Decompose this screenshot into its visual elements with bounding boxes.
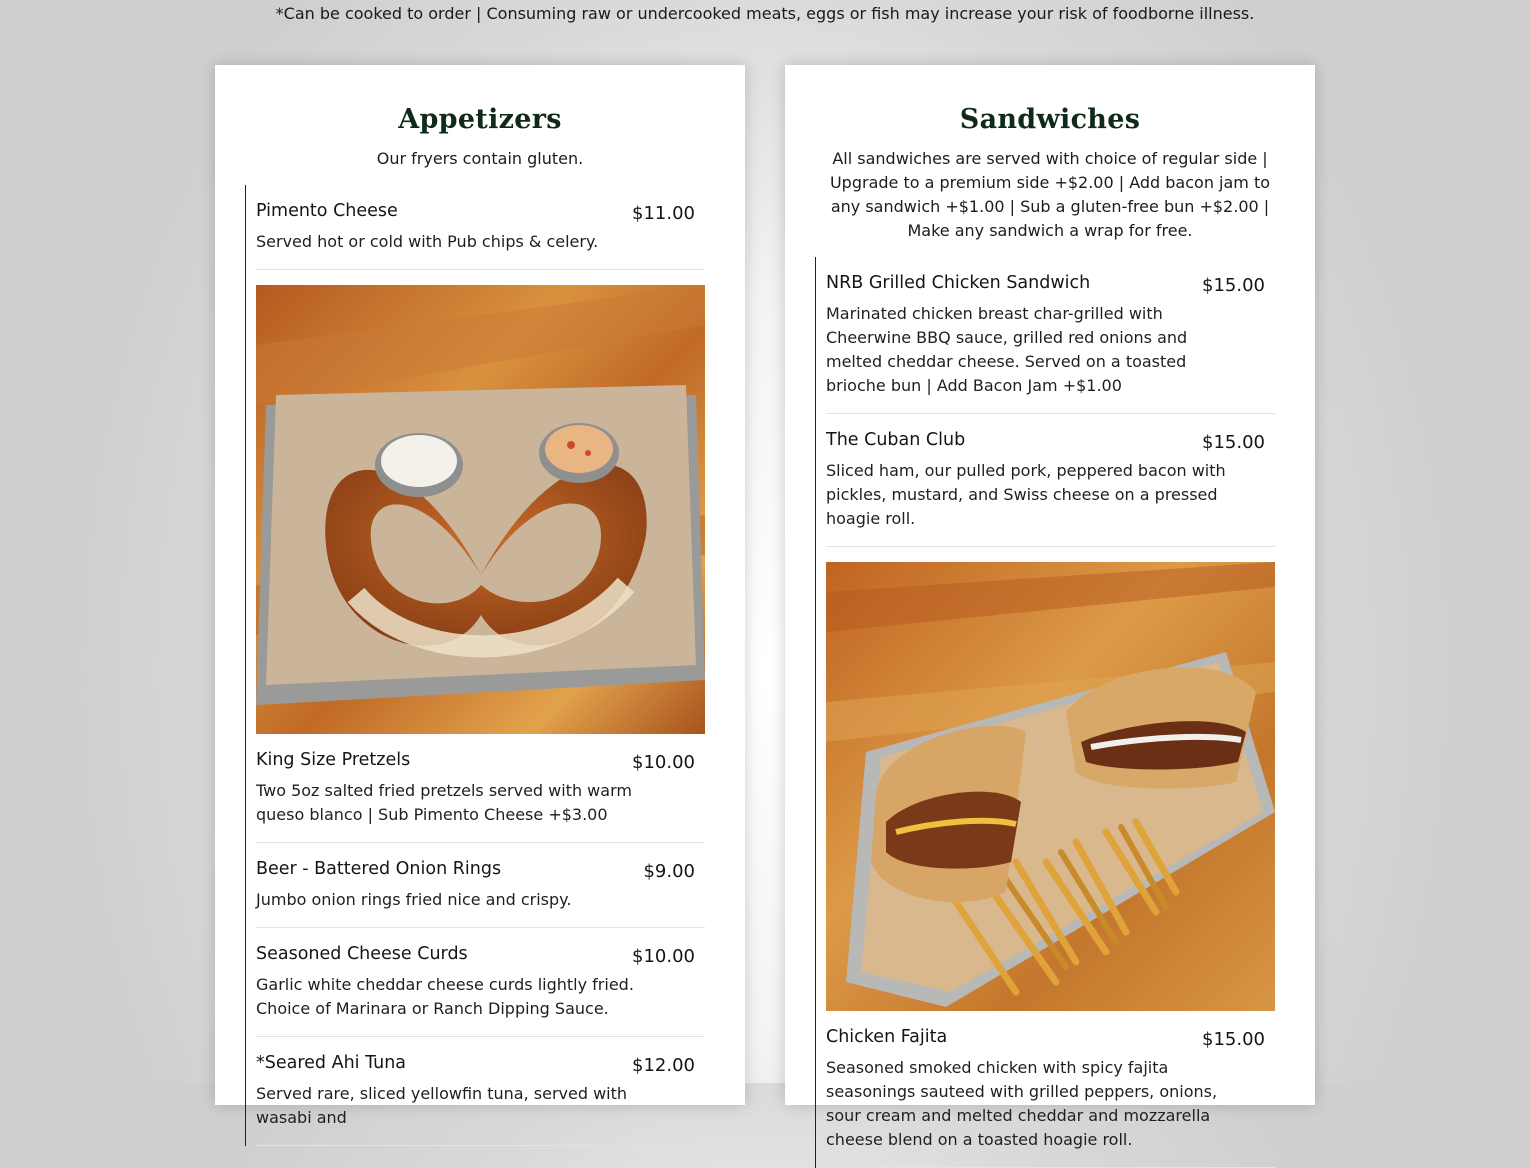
menu-item-cheese-curds xyxy=(256,928,705,1037)
item-price: $15.00 xyxy=(1202,1029,1265,1050)
item-price: $15.00 xyxy=(1202,275,1265,296)
menu-item-seared-ahi-tuna xyxy=(256,1037,705,1146)
item-price: $12.00 xyxy=(632,1055,695,1076)
sandwiches-note: All sandwiches are served with choice of regular side | Upgrade to a premium side +$2.00 | Add bacon jam to any sandwich +$1.00 | Sub a gluten-free bun +$2.00 | Make any sandwich a wrap for free. xyxy=(829,149,1271,240)
menu-item-onion-rings xyxy=(256,843,705,928)
item-description: Two 5oz salted fried pretzels served with warm queso blanco | Sub Pimento Cheese +$3.00 xyxy=(256,781,632,824)
menu-item-pimento-cheese xyxy=(256,185,705,270)
item-name: King Size Pretzels xyxy=(256,750,411,770)
item-price: $11.00 xyxy=(632,203,695,224)
item-description: Marinated chicken breast char-grilled with Cheerwine BBQ sauce, grilled red onions and melted cheddar cheese. Served on a toasted brioche bun | Add Bacon Jam +$1.00 xyxy=(826,304,1188,395)
item-name: Chicken Fajita xyxy=(826,1027,948,1047)
item-description: Garlic white cheddar cheese curds lightly fried. Choice of Marinara or Ranch Dipping Sauce. xyxy=(256,975,634,1018)
sandwiches-list xyxy=(815,257,1275,1168)
item-description: Served rare, sliced yellowfin tuna, served with wasabi and xyxy=(256,1084,628,1127)
item-description: Seasoned smoked chicken with spicy fajita seasonings sauteed with grilled peppers, onions, sour cream and melted cheddar and mozzarella cheese blend on a toasted hoagie roll. xyxy=(826,1058,1218,1149)
item-description: Served hot or cold with Pub chips & celery. xyxy=(256,232,599,251)
appetizers-title: Appetizers xyxy=(398,104,562,135)
foodborne-illness-notice: *Can be cooked to order | Consuming raw or undercooked meats, eggs or fish may increase your risk of foodborne illness. xyxy=(275,4,1255,23)
item-name: The Cuban Club xyxy=(826,430,966,450)
item-description: Sliced ham, our pulled pork, peppered bacon with pickles, mustard, and Swiss cheese on a pressed hoagie roll. xyxy=(826,461,1226,528)
item-name: Seasoned Cheese Curds xyxy=(256,944,468,964)
sandwich-photo xyxy=(826,562,1275,1011)
item-name: Beer - Battered Onion Rings xyxy=(256,859,502,879)
sandwiches-card xyxy=(785,65,1315,1149)
menu-item-nrb-grilled-chicken xyxy=(826,257,1275,414)
item-price: $10.00 xyxy=(632,752,695,773)
sandwiches-title: Sandwiches xyxy=(959,104,1141,135)
item-price: $10.00 xyxy=(632,946,695,967)
item-price: $15.00 xyxy=(1202,432,1265,453)
menu-item-king-size-pretzels xyxy=(256,734,705,843)
item-price: $9.00 xyxy=(643,861,695,882)
appetizers-note: Our fryers contain gluten. xyxy=(376,149,584,168)
appetizers-list xyxy=(245,185,705,1146)
item-name: *Seared Ahi Tuna xyxy=(256,1053,407,1073)
item-description: Jumbo onion rings fried nice and crispy. xyxy=(256,890,572,909)
appetizers-card xyxy=(215,65,745,1127)
pretzel-photo xyxy=(256,285,705,734)
item-name: Pimento Cheese xyxy=(256,201,398,221)
menu-item-cuban-club xyxy=(826,414,1275,547)
menu-item-chicken-fajita xyxy=(826,1011,1275,1168)
item-name: NRB Grilled Chicken Sandwich xyxy=(826,273,1091,293)
